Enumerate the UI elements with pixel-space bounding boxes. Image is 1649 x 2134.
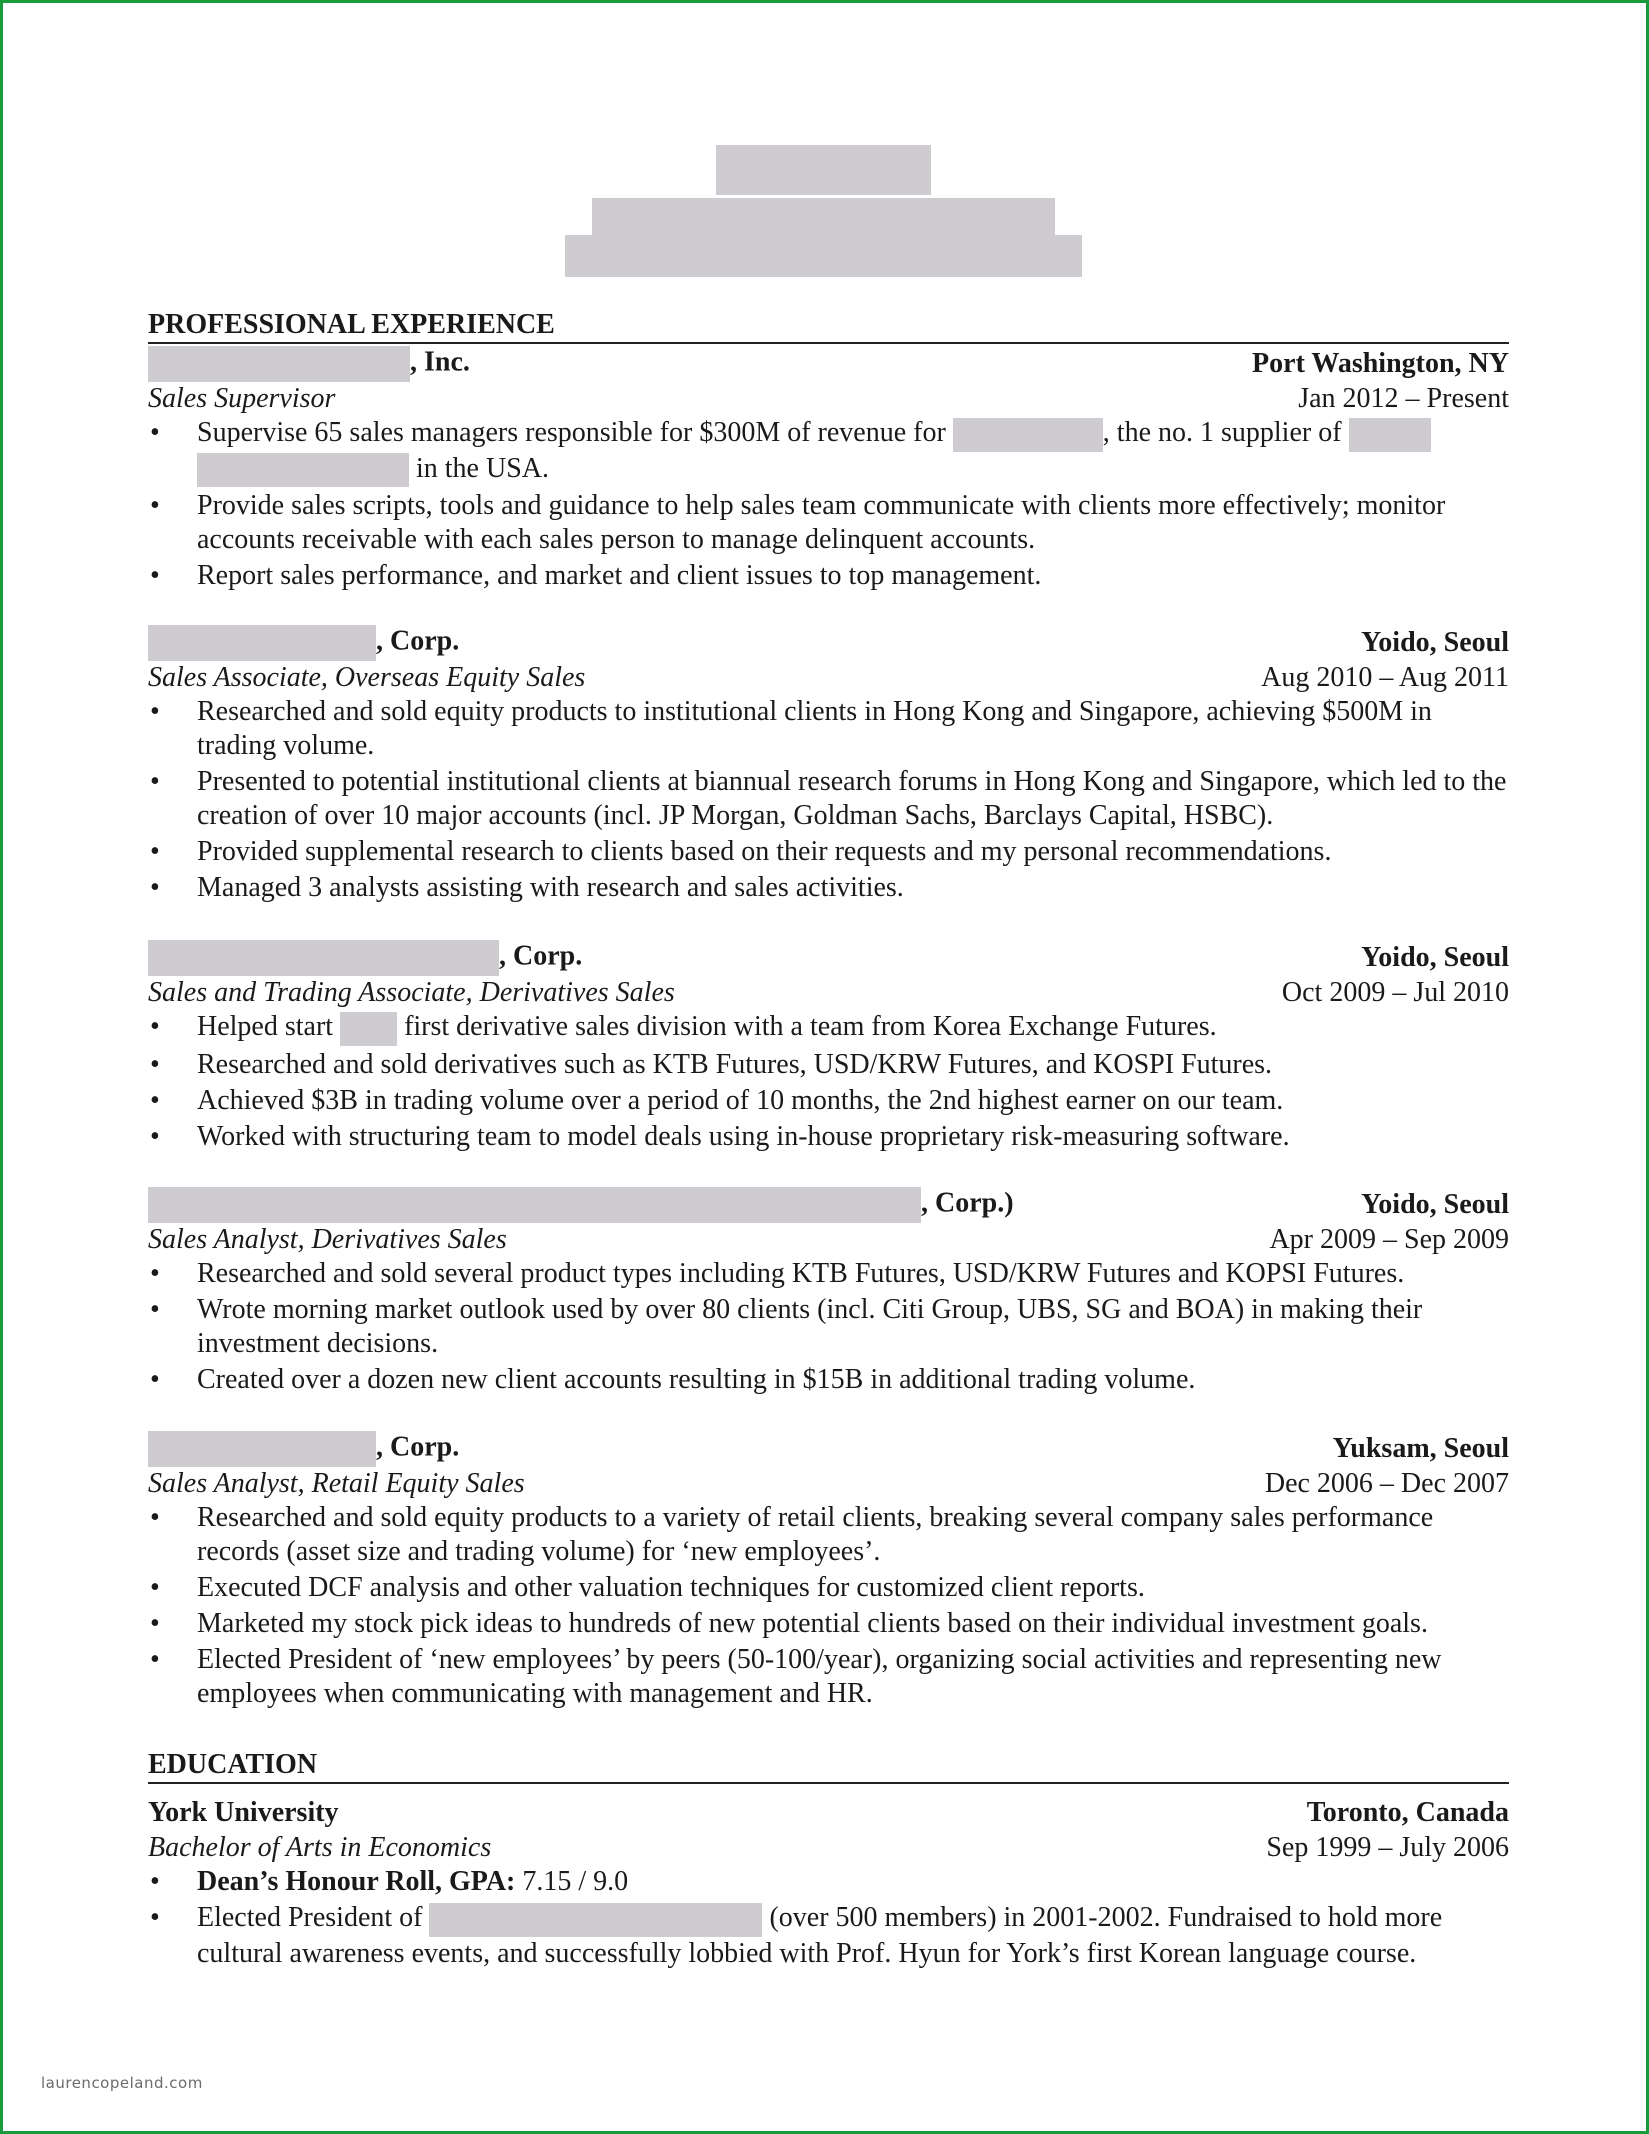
redacted-text xyxy=(429,1903,762,1937)
bullet-item: • Supervise 65 sales managers responsible for $300M of revenue for , the no. 1 supplier of in the USA. xyxy=(148,416,1509,487)
bullet-item: • Provide sales scripts, tools and guidance to help sales team communicate with clients more effectively; monitor accounts receivable with each sales person to manage delinquent accounts. xyxy=(148,489,1509,557)
bullet-item: • Researched and sold several product types including KTB Futures, USD/KRW Futures and KOPSI Futures. xyxy=(148,1257,1509,1291)
job-dates: Dec 2006 – Dec 2007 xyxy=(1264,1467,1509,1499)
job-entry-4 xyxy=(148,1187,1509,1399)
redacted-company xyxy=(148,940,499,976)
job-bullets xyxy=(148,1257,1509,1397)
redacted-text xyxy=(340,1012,397,1046)
job-title: Sales Analyst, Retail Equity Sales xyxy=(148,1467,525,1499)
bullet-item: • Provided supplemental research to clients based on their requests and my personal recommendations. xyxy=(148,835,1509,869)
job-dates: Aug 2010 – Aug 2011 xyxy=(1261,661,1509,693)
company-name: , Corp.) xyxy=(148,1187,1014,1223)
redacted-text xyxy=(197,453,409,487)
job-dates: Oct 2009 – Jul 2010 xyxy=(1281,976,1509,1008)
company-name: , Corp. xyxy=(148,1431,459,1467)
job-title: Sales Associate, Overseas Equity Sales xyxy=(148,661,586,693)
job-title: Sales Analyst, Derivatives Sales xyxy=(148,1223,507,1255)
bullet-item: • Managed 3 analysts assisting with research and sales activities. xyxy=(148,871,1509,905)
bullet-item: • Achieved $3B in trading volume over a period of 10 months, the 2nd highest earner on our team. xyxy=(148,1084,1509,1118)
job-bullets xyxy=(148,416,1509,593)
bullet-item: • Wrote morning market outlook used by over 80 clients (incl. Citi Group, UBS, SG and BOA) in making their investment decisions. xyxy=(148,1293,1509,1361)
job-location: Yuksam, Seoul xyxy=(1332,1432,1509,1464)
job-dates: Apr 2009 – Sep 2009 xyxy=(1269,1223,1509,1255)
bullet-item: • Executed DCF analysis and other valuation techniques for customized client reports. xyxy=(148,1571,1509,1605)
watermark: laurencopeland.com xyxy=(41,2074,203,2092)
company-name: , Corp. xyxy=(148,625,459,661)
bullet-item: • Presented to potential institutional clients at biannual research forums in Hong Kong and Singapore, which led to the creation of over 10 major accounts (incl. JP Morgan, Goldman Sachs, Barclays Capital, HSBC). xyxy=(148,765,1509,833)
job-location: Port Washington, NY xyxy=(1252,347,1509,379)
degree: Bachelor of Arts in Economics xyxy=(148,1831,492,1863)
bullet-item: • Elected President of (over 500 members) in 2001-2002. Fundraised to hold more cultural awareness events, and successfully lobbied with Prof. Hyun for York’s first Korean language course. xyxy=(148,1901,1509,1971)
education-dates: Sep 1999 – July 2006 xyxy=(1266,1831,1509,1863)
bullet-item: • Worked with structuring team to model deals using in-house proprietary risk-measuring software. xyxy=(148,1120,1509,1154)
company-name: , Inc. xyxy=(148,346,470,382)
redacted-company xyxy=(148,346,410,382)
redacted-name xyxy=(716,145,931,195)
job-bullets xyxy=(148,695,1509,905)
bullet-item: • Dean’s Honour Roll, GPA: 7.15 / 9.0 xyxy=(148,1865,1509,1899)
job-entry-1 xyxy=(148,346,1509,595)
redacted-address xyxy=(592,198,1055,237)
redacted-company xyxy=(148,1187,921,1223)
job-entry-3 xyxy=(148,940,1509,1156)
bullet-item: • Created over a dozen new client accounts resulting in $15B in additional trading volume. xyxy=(148,1363,1509,1397)
redacted-text xyxy=(1349,418,1431,452)
school-location: Toronto, Canada xyxy=(1306,1796,1509,1828)
bullet-item: • Marketed my stock pick ideas to hundreds of new potential clients based on their individual investment goals. xyxy=(148,1607,1509,1641)
job-location: Yoido, Seoul xyxy=(1361,1188,1509,1220)
redacted-contact xyxy=(565,235,1082,277)
redacted-text xyxy=(953,418,1103,452)
job-dates: Jan 2012 – Present xyxy=(1298,382,1509,414)
job-entry-2 xyxy=(148,625,1509,907)
redacted-company xyxy=(148,625,376,661)
bullet-item: • Helped start first derivative sales division with a team from Korea Exchange Futures. xyxy=(148,1010,1509,1046)
bullet-item: • Elected President of ‘new employees’ by peers (50-100/year), organizing social activities and representing new employees when communicating with management and HR. xyxy=(148,1643,1509,1711)
section-title-education: EDUCATION xyxy=(148,1749,1509,1784)
company-name: , Corp. xyxy=(148,940,582,976)
education-entry xyxy=(148,1795,1509,1973)
bullet-item: • Researched and sold equity products to institutional clients in Hong Kong and Singapore, achieving $500M in trading volume. xyxy=(148,695,1509,763)
bullet-item: • Researched and sold equity products to a variety of retail clients, breaking several company sales performance records (asset size and trading volume) for ‘new employees’. xyxy=(148,1501,1509,1569)
school-name: York University xyxy=(148,1796,339,1828)
job-bullets xyxy=(148,1010,1509,1154)
redacted-company xyxy=(148,1431,376,1467)
job-title: Sales Supervisor xyxy=(148,382,336,414)
job-entry-5 xyxy=(148,1431,1509,1713)
job-title: Sales and Trading Associate, Derivatives Sales xyxy=(148,976,675,1008)
bullet-item: • Researched and sold derivatives such as KTB Futures, USD/KRW Futures, and KOSPI Futures. xyxy=(148,1048,1509,1082)
job-bullets xyxy=(148,1501,1509,1711)
section-title-experience: PROFESSIONAL EXPERIENCE xyxy=(148,309,1509,344)
education-bullets xyxy=(148,1865,1509,1971)
bullet-item: • Report sales performance, and market and client issues to top management. xyxy=(148,559,1509,593)
job-location: Yoido, Seoul xyxy=(1361,626,1509,658)
job-location: Yoido, Seoul xyxy=(1361,941,1509,973)
